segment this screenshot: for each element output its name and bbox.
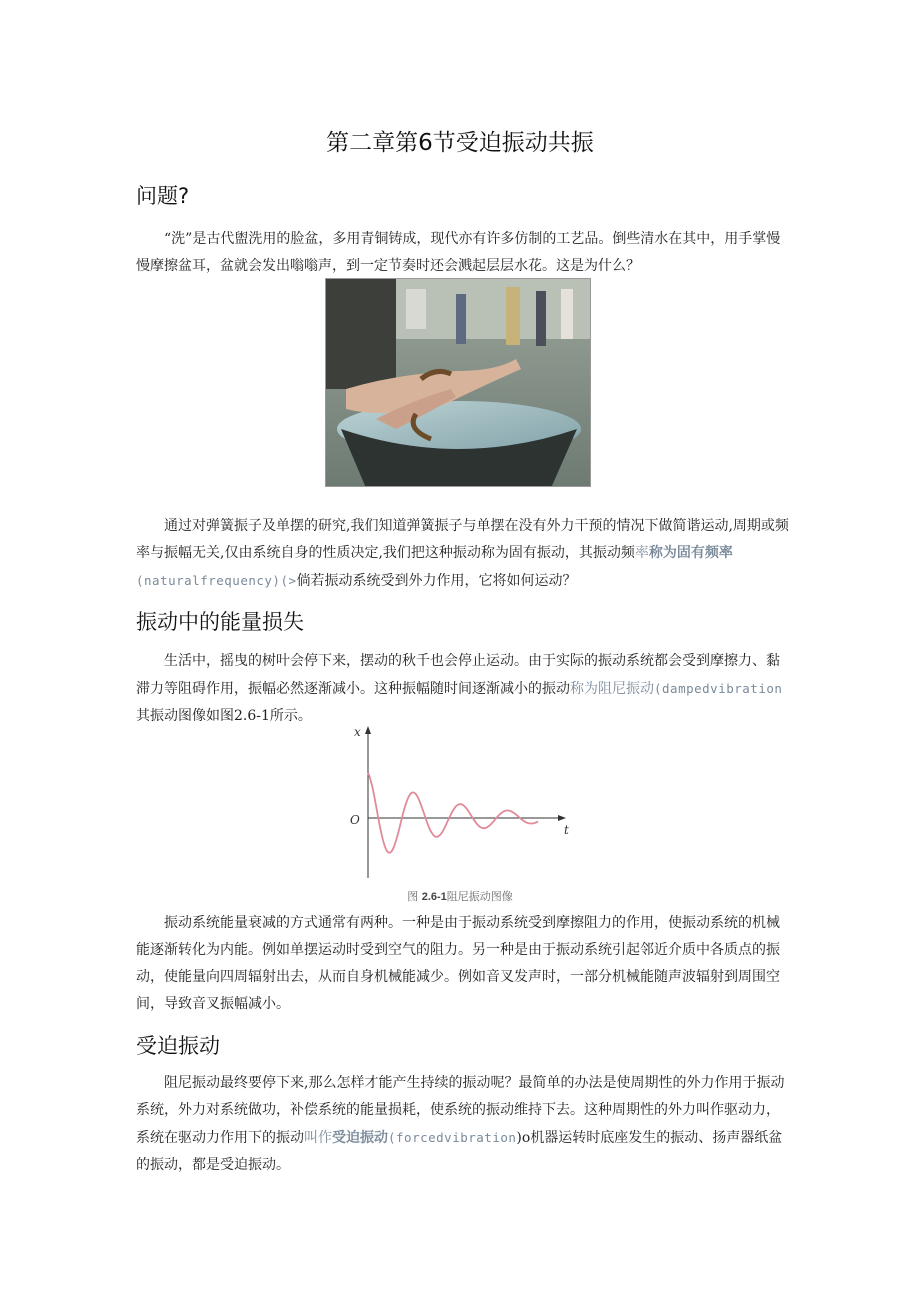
energy-text-end: 其振动图像如图2.6-1所示。 — [136, 708, 312, 724]
figure-caption — [0, 888, 920, 904]
page-title: 第二章第6节受迫振动共振 — [326, 130, 594, 156]
section-heading-energy: 振动中的能量损失 — [136, 610, 304, 634]
forced-text-end: )o机器运转时底座发生的振动、扬声器纸盆的振动，都是受迫振动。 — [136, 1130, 783, 1173]
y-axis-label: x — [354, 725, 361, 739]
intro-highlight-plain: 率 — [634, 545, 649, 561]
damped-vibration-graph — [330, 722, 590, 882]
damped-vibration-figure — [330, 722, 590, 882]
section-heading-forced: 受迫振动 — [136, 1034, 220, 1058]
bronze-basin-photo — [325, 278, 591, 487]
x-axis-label: t — [564, 823, 569, 837]
forced-text: 阻尼振动最终要停下来,那么怎样才能产生持续的振动呢？最简单的办法是使周期性的外力作用于振动系统，外力对系统做功，补偿系统的能量损耗，使系统的振动维持下去。这种周期性的外力叫作驱动力，系统在驱动力作用下的振动 — [136, 1075, 785, 1146]
term-damped-vibration-en: (dampedvibration — [654, 681, 783, 696]
caption-prefix: 图 — [407, 890, 419, 903]
section-heading-question: 问题? — [136, 184, 190, 208]
origin-label: O — [350, 813, 360, 827]
damped-curve — [368, 773, 538, 853]
term-damped-vibration: 称为阻尼振动 — [570, 681, 654, 697]
energy-paragraph-1 — [136, 648, 791, 730]
intro-text: 通过对弹簧振子及单摆的研究,我们知道弹簧振子与单摆在没有外力干预的情况下做简谐运动,周期或频率与振幅无关,仅由系统自身的性质决定,我们把这种振动称为固有振动，其振动频 — [136, 518, 789, 561]
photo-illustration — [326, 279, 591, 487]
forced-paragraph — [136, 1070, 791, 1179]
question-paragraph: “洗”是古代盥洗用的脸盆，多用青铜铸成，现代亦有许多仿制的工艺品。倒些清水在其中，用手掌慢慢摩擦盆耳，盆就会发出嗡嗡声，到一定节奏时还会溅起层层水花。这是为什么？ — [136, 231, 781, 274]
term-natural-frequency: 称为固有频率 — [648, 545, 733, 561]
y-axis-arrow — [365, 726, 371, 734]
caption-number: 2.6-1 — [421, 891, 447, 903]
term-forced-vibration-en: (forcedvibration — [388, 1130, 517, 1145]
x-axis-arrow — [558, 815, 566, 821]
energy-paragraph-2: 振动系统能量衰减的方式通常有两种。一种是由于振动系统受到摩擦阻力的作用，使振动系统的机械能逐渐转化为内能。例如单摆运动时受到空气的阻力。另一种是由于振动系统引起邻近介质中各质点的振动，使能量向四周辐射出去，从而自身机械能减少。例如音叉发声时，一部分机械能随声波辐射到周围空间，导致音叉振幅减小。 — [136, 915, 780, 1012]
intro-paragraph — [136, 513, 791, 595]
term-natural-frequency-en: (naturalfrequency)(> — [136, 573, 297, 588]
intro-text-end: 倘若振动系统受到外力作用，它将如何运动？ — [296, 573, 577, 589]
term-forced-vibration: 受迫振动 — [332, 1130, 388, 1146]
energy-text: 生活中，摇曳的树叶会停下来，摆动的秋千也会停止运动。由于实际的振动系统都会受到摩擦力、黏滞力等阻碍作用，振幅必然逐渐减小。这种振幅随时间逐渐减小的振动 — [136, 653, 780, 697]
caption-text: 阻尼振动图像 — [446, 890, 513, 903]
forced-highlight: 叫作 — [304, 1130, 332, 1146]
